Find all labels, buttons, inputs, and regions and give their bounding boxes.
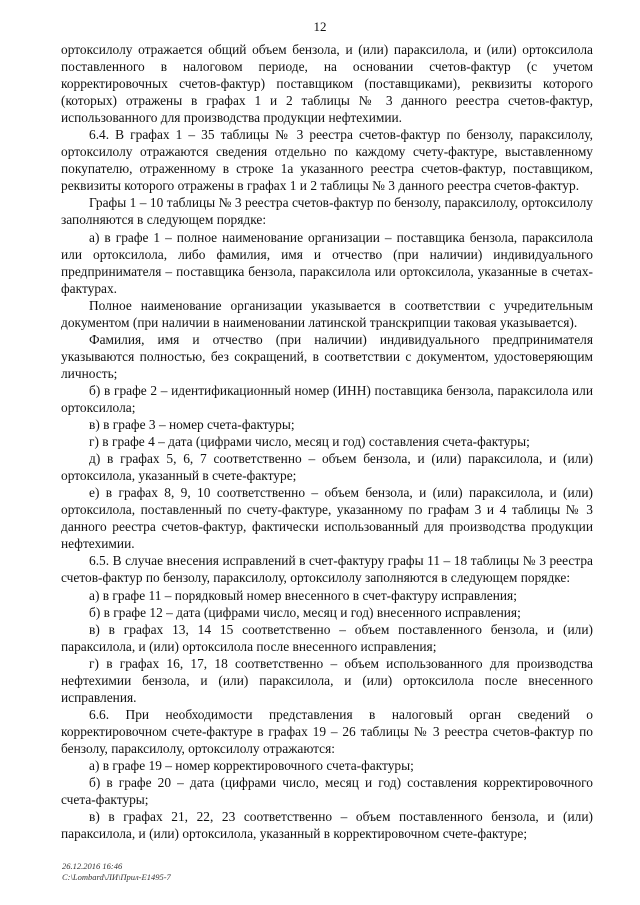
list-item-g-columns-16-18: г) в графах 16, 17, 18 соответственно – объем использованного для производства нефтехимии бензола, и (или) параксилола, и (или) ортоксилола после внесенного исправления. — [61, 655, 593, 705]
list-item-e-columns-8-10: е) в графах 8, 9, 10 соответственно – объем бензола, и (или) параксилола, и (или) ортоксилола, поставленный по счету-фактуре, указанному по графам 3 и 4 таблицы № 3 данного реестра счетов-фактур, фактически использованный для производства продукции нефтехимии. — [61, 485, 593, 552]
list-item-b-column-12: б) в графе 12 – дата (цифрами число, месяц и год) внесенного исправления; — [89, 604, 521, 620]
list-item-a-column-19: а) в графе 19 – номер корректировочного счета-фактуры; — [89, 757, 414, 773]
list-item-v-column-3: в) в графе 3 – номер счета-фактуры; — [89, 417, 295, 433]
paragraph-6-6: 6.6. При необходимости представления в налоговый орган сведений о корректировочном счете-фактуре в графах 19 – 26 таблицы № 3 реестра счетов-фактур по бензолу, параксилолу, ортоксилолу отражаются: — [61, 706, 593, 756]
list-item-b-column-2: б) в графе 2 – идентификационный номер (ИНН) поставщика бензола, параксилола или ортоксилола; — [61, 382, 593, 415]
paragraph-6-5: 6.5. В случае внесения исправлений в счет-фактуру графы 11 – 18 таблицы № 3 реестра счетов-фактур по бензолу, параксилолу, ортоксилолу заполняются в следующем порядке: — [61, 553, 593, 586]
footer-timestamp: 26.12.2016 16:46 — [62, 861, 123, 871]
list-item-g-column-4: г) в графе 4 – дата (цифрами число, месяц и год) составления счета-фактуры; — [89, 434, 530, 450]
list-item-a-column-1: а) в графе 1 – полное наименование организации – поставщика бензола, параксилола или ортоксилола, либо фамилия, имя и отчество (при наличии) индивидуального предпринимателя – поставщика бензола, параксилола или ортоксилола, указанные в счетах-фактурах. — [61, 229, 593, 296]
paragraph-entrepreneur-name: Фамилия, имя и отчество (при наличии) индивидуального предпринимателя указываются полностью, без сокращений, в соответствии с документом, удостоверяющим личность; — [61, 331, 593, 381]
paragraph-organization-name: Полное наименование организации указывается в соответствии с учредительным документом (при наличии в наименовании латинской транскрипции таковая указывается). — [61, 297, 593, 330]
page-number: 12 — [313, 19, 327, 34]
paragraph-columns-1-10-intro: Графы 1 – 10 таблицы № 3 реестра счетов-фактур по бензолу, параксилолу, ортоксилолу заполняются в следующем порядке: — [61, 195, 593, 228]
list-item-v-columns-13-15: в) в графах 13, 14 15 соответственно – объем поставленного бензола, и (или) параксилола, и (или) ортоксилола после внесенного исправления; — [61, 621, 593, 654]
footer-file-reference: C:\Lombard\ЛИ\Прил-Е1495-7 — [62, 872, 171, 882]
footer-stamp — [62, 861, 171, 883]
list-item-v-columns-21-23: в) в графах 21, 22, 23 соответственно – объем поставленного бензола, и (или) параксилола, и (или) ортоксилола, указанный в корректировочном счете-фактуре; — [61, 809, 593, 842]
paragraph-continuation: ортоксилолу отражается общий объем бензола, и (или) параксилола, и (или) ортоксилола поставленного в налоговом периоде, на основании счетов-фактур (с учетом корректировочных счетов-фактур) поставщиком (поставщиками), реквизиты которого (которых) отражены в графах 1 и 2 таблицы № 3 данного реестра счетов-фактур, использованного для производства продукции нефтехимии. — [61, 42, 593, 126]
paragraph-6-4: 6.4. В графах 1 – 35 таблицы № 3 реестра счетов-фактур по бензолу, параксилолу, ортоксилолу отражаются сведения отдельно по каждому счету-фактуре, выставленному покупателю, отраженному в строке 1а указанного реестра счетов-фактур, поставщиком, реквизиты которого отражены в графах 1 и 2 таблицы № 3 данного реестра счетов-фактур. — [61, 127, 593, 194]
list-item-b-column-20: б) в графе 20 – дата (цифрами число, месяц и год) составления корректировочного счета-фактуры; — [61, 775, 593, 808]
list-item-d-columns-5-7: д) в графах 5, 6, 7 соответственно – объем бензола, и (или) параксилола, и (или) ортоксилола, указанный в счете-фактуре; — [61, 451, 593, 484]
document-body — [61, 41, 593, 842]
list-item-a-column-11: а) в графе 11 – порядковый номер внесенного в счет-фактуру исправления; — [89, 587, 517, 603]
